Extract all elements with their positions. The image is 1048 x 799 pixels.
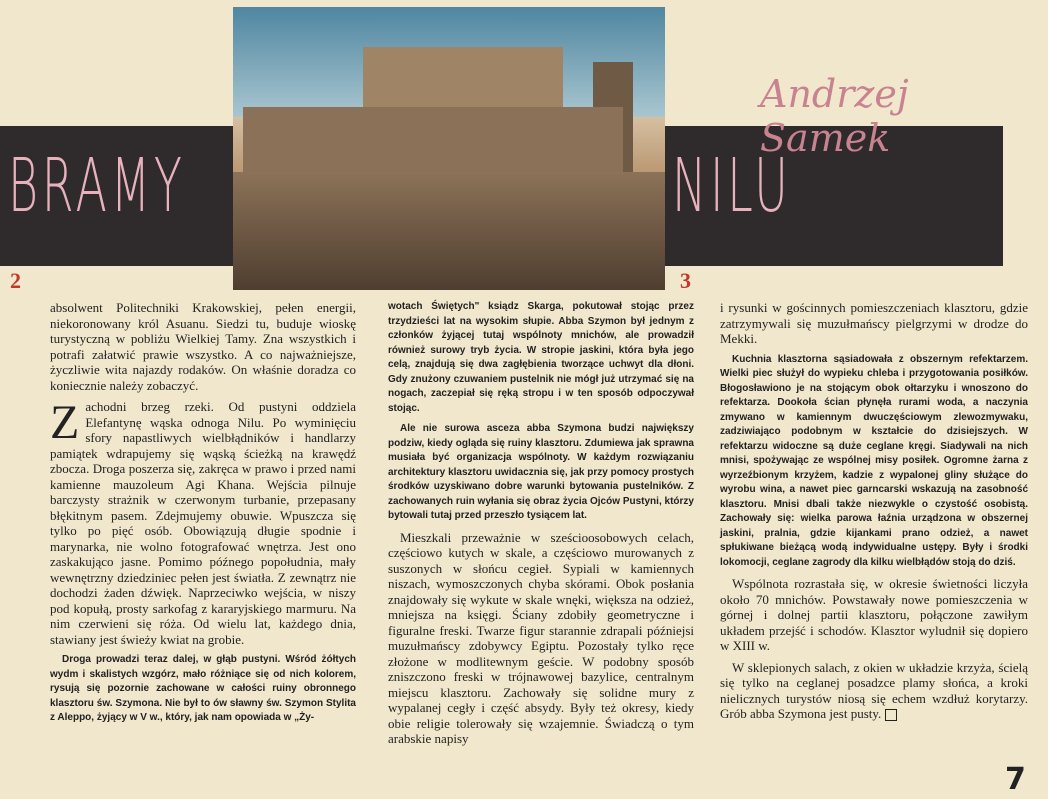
paragraph: Kuchnia klasztorna sąsiadowała z obszernym refektarzem. Wielki piec służył do wypieku chleba i przygotowania posiłków. Błogosławiono je na stojącym obok ołtarzyku i wnoszono do refektarza. Dookoła ścian płynęła rurami woda, a naczynia zmywano w kamiennym dwuczęściowym zlewozmywaku, zadziwiająco podobnym w kształcie do dzisiejszych. W refektarzu widoczne są duże ceglane kręgi. Siadywali na nich mnisi, spożywając ze wspólnej misy posiłek. Ogromne żarna z wyrzeźbionym krzyżem, kadzie z wypalonej gliny służące do wyrobu wina, a nawet piec garncarski wskazują na zasobność klasztoru. Mnisi dbali także niezwykle o czystość osobistą. Zachowały się: wielka parowa łaźnia urządzona w obszernej jaskini, pralnia, gdzie kijankami prano odzież, a nawet spłukiwane bieżącą wodą indywidualne ustępy. Były i środki lokomocji, ceglane zagrody dla kilku wielbłądów stoją do dziś. [720,353,1028,568]
paragraph: wotach Świętych" ksiądz Skarga, pokutował stojąc przez trzydzieści lat na wysokim słupie. Abba Szymon był jednym z członków żyjącej tutaj wspólnoty mnichów, ale prowadził również surowy tryb życia. W stropie jaskini, która była jego celą, znajdują się dwa zagłębienia tworzące uchwyt dla dłoni. Gdy znużony czuwaniem pustelnik nie mógł już utrzymać się na nogach, zaczepiał się ręką stropu i w ten sposób odpoczywał stojąc. [388,301,694,414]
paragraph-final: W sklepionych salach, z okien w układzie krzyża, ścielą się tylko na ceglanej posadzce plamy słońca, a kroki nielicznych turystów niosą się echem wzdłuż korytarzy. Grób abba Szymona jest pusty. [720,659,1028,721]
article-column-1 [50,300,356,732]
page-number-3: 3 [680,268,691,293]
page-number-7: 7 [1005,762,1026,797]
paragraph-dropcap: Zachodni brzeg rzeki. Od pustyni oddziela Elefantynę wąska odnoga Nilu. Po wyminięciu sfory napastliwych wielbłądników i handlarzy pamiątek wdrapujemy się wąską ścieżką na krawędź zbocza. Droga poszerza się, zakręca w prawo i przed nami kamienne mauzoleum Agi Khana. Wejścia pilnuje barczysty strażnik w czerwonym turbanie, przepasany błękitnym pasem. Zdejmujemy obuwie. Wpuszcza się tylko po pięć osób. Obowiązują długie spodnie i marynarka, nie wolno fotografować wnętrza. Jest ono zaskakująco jasne. Pomimo późnego popołudnia, mały wewnętrzny dziedziniec pełen jest światła. Z zewnątrz nie dochodzi żaden dźwięk. Naprzeciwko wejścia, w niszy pod kopułą, prosty sarkofag z kararyjskiego marmuru. Na nim czerwieni się róża. Od wielu lat, każdego dnia, stawiany jest świeży kwiat na grobie. [50,396,356,647]
author-signature: Andrzej Samek [760,72,909,160]
article-column-3 [720,300,1028,728]
title-nilu: NILU [672,143,792,229]
paragraph: absolwent Politechniki Krakowskiej, pełen energii, niekoronowany król Asuanu. Siedzi tu, buduje wioskę turystyczną w pobliżu Wielkiej Tamy. Zna wszystkich i potrafi załatwić prawie wszystko. A co najważniejsze, życzliwie wita najazdy rodaków. On właśnie doradza co koniecznie należy zobaczyć. [50,300,356,393]
paragraph: Ale nie surowa asceza abba Szymona budzi największy podziw, kiedy ogląda się ruiny klasztoru. Zdumiewa jak sprawna musiała być organizacja wspólnoty. W każdym rozwiązaniu architektury klasztoru uwidacznia się, jak przy pomocy prostych środków uzyskiwano dobre warunki bytowania pustelników. Z zachowanych ruin wyłania się obraz życia Ojców Pustyni, którzy bytowali tutaj przed przeszło tysiącem lat. [388,423,694,521]
article-column-2 [388,300,694,753]
monastery-photo [233,7,665,290]
title-bramy: BRAMY [8,143,186,229]
drop-cap: Z [50,396,80,449]
page-number-2: 2 [10,268,21,293]
paragraph: i rysunki w gościnnych pomieszczeniach klasztoru, gdzie zatrzymywali się muzułmańscy pielgrzymi w drodze do Mekki. [720,300,1028,346]
end-mark-icon [885,709,897,721]
paragraph: Wspólnota rozrastała się, w okresie świetności liczyła około 70 mnichów. Powstawały nowe pomieszczenia w górnej i dolnej partii klasztoru, połączone zawiłym układem przejść i schodów. Klasztor wyludnił się dopiero w XIII w. [720,576,1028,653]
paragraph: Mieszkali przeważnie w sześcioosobowych celach, częściowo kutych w skale, a częściowo murowanych z suszonych w słońcu cegieł. Sypiali w kamiennych niszach, wymoszczonych chyba skórami. Obok posłania znajdowały się wykute w skale wnęki, większa na odzież, mniejsza na księgi. Ściany zdobiły geometryczne i figuralne freski. Twarze figur starannie zdrapali późniejsi muzułmańscy zdobywcy Egiptu. Pozostały tylko ręce złożone w modlitewnym geście. W podobny sposób zniszczono freski w trójnawowej bazylice, centralnym miejscu klasztoru. Zachowały się solidne mury z wypalanej cegły i część absydy. Były też okresy, kiedy obie religie tolerowały się wzajemnie. Świadczą o tym arabskie napisy [388,529,694,746]
paragraph: Droga prowadzi teraz dalej, w głąb pustyni. Wśród żółtych wydm i skalistych wzgórz, mało różniące się od nich kolorem, rysują się pozornie zachowane w całości ruiny obronnego klasztoru św. Szymona. Nie był to ów sławny św. Szymon Stylita z Aleppo, żyjący w V w., który, jak nam opowiada w „Ży- [50,654,356,723]
